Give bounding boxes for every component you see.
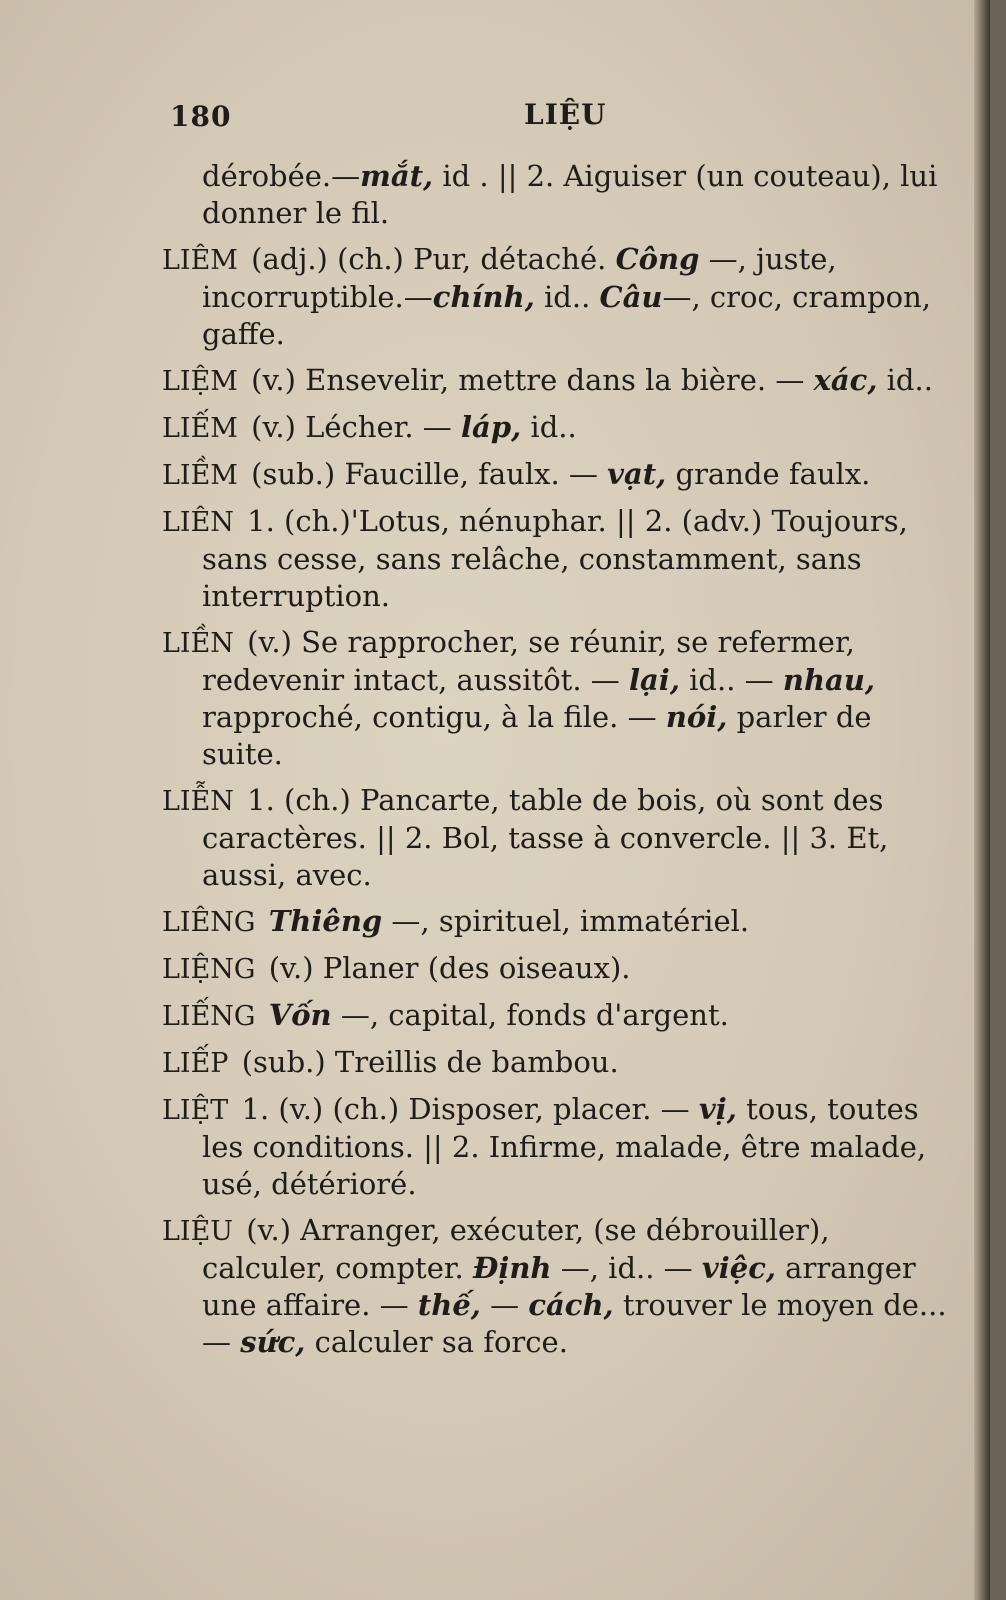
dictionary-entries	[162, 158, 952, 1370]
entry-italic-term: Công	[615, 242, 700, 276]
entry-headword: LIẾNG	[162, 1001, 256, 1032]
entry-italic-term: lại,	[629, 663, 680, 697]
entry-text: 1. (ch.)'Lotus, nénuphar. || 2. (adv.) Toujours, sans cesse, sans relâche, constamment, sans interruption.	[202, 504, 908, 613]
entry-headword: LIÊNG	[162, 907, 256, 938]
entry-headword: LIỆU	[162, 1216, 234, 1247]
dictionary-entry	[162, 997, 952, 1035]
dictionary-entry	[162, 362, 952, 400]
entry-text: parler de suite.	[202, 700, 872, 771]
entry-text: (sub.) Faucille, faulx. —	[251, 457, 608, 491]
dictionary-entry	[162, 1044, 952, 1082]
entry-italic-term: Câu	[599, 280, 663, 314]
entry-headword: LIỆT	[162, 1095, 229, 1126]
entry-headword: LIỆM	[162, 366, 238, 397]
entry-italic-term: Định	[472, 1251, 552, 1285]
entry-text: 1. (ch.) Pancarte, table de bois, où sont des caractères. || 2. Bol, tasse à convercle. || 3. Et, aussi, avec.	[202, 783, 889, 892]
entry-italic-term: nói,	[665, 700, 728, 734]
entry-headword: LIÊN	[162, 507, 234, 538]
running-head: LIỆU	[524, 98, 607, 131]
entry-italic-term: láp,	[461, 410, 522, 444]
entry-text: —	[480, 1288, 529, 1322]
entry-italic-term: cách,	[528, 1288, 614, 1322]
entry-text: id..	[534, 280, 600, 314]
entry-text: id..	[521, 410, 577, 444]
entry-text: —, spirituel, immatériel.	[382, 904, 750, 938]
entry-text: (v.) Arranger, exécuter, (se débrouiller), calculer, compter.	[202, 1213, 830, 1285]
entry-headword: LIÊM	[162, 245, 238, 276]
dictionary-entry	[162, 903, 952, 941]
entry-italic-term: vạt,	[607, 457, 667, 491]
entry-italic-term: nhau,	[782, 663, 875, 697]
dictionary-entry	[162, 950, 952, 988]
entry-text: 1. (v.) (ch.) Disposer, placer. —	[241, 1092, 699, 1126]
entry-text: id..	[877, 363, 933, 397]
entry-text: —, capital, fonds d'argent.	[331, 998, 729, 1032]
entry-text: id . || 2. Aiguiser (un couteau), lui donner le fil.	[202, 159, 938, 230]
entry-headword: LIẾP	[162, 1048, 229, 1079]
dictionary-entry	[162, 158, 952, 232]
dictionary-entry	[162, 1091, 952, 1203]
entry-headword: LIỀM	[162, 460, 238, 491]
entry-headword: LIỄN	[162, 786, 234, 817]
entry-italic-term: thế,	[417, 1288, 481, 1322]
dictionary-entry	[162, 241, 952, 353]
dictionary-entry	[162, 1212, 952, 1361]
entry-italic-term: xác,	[813, 363, 878, 397]
entry-text: grande faulx.	[666, 457, 871, 491]
page-edge	[974, 0, 990, 1600]
dictionary-entry	[162, 782, 952, 894]
entry-italic-term: việc,	[701, 1251, 776, 1285]
entry-text: (v.) Ensevelir, mettre dans la bière. —	[251, 363, 814, 397]
entry-text: rapproché, contigu, à la file. —	[202, 700, 666, 734]
entry-text: —, id.. —	[551, 1251, 702, 1285]
entry-italic-term: chính,	[432, 280, 535, 314]
entry-text: tous, toutes les conditions. || 2. Infirme, malade, être malade, usé, détérioré.	[202, 1092, 927, 1201]
entry-text: (sub.) Treillis de bambou.	[241, 1045, 619, 1079]
entry-italic-term: Vốn	[268, 998, 332, 1032]
entry-text: calculer sa force.	[305, 1325, 568, 1359]
entry-italic-term: vị,	[698, 1092, 737, 1126]
page-number: 180	[170, 100, 232, 133]
entry-text: —, croc, crampon, gaffe.	[202, 280, 931, 351]
entry-text: dérobée.—	[202, 159, 361, 193]
entry-text: (v.) Lécher. —	[251, 410, 462, 444]
entry-text: (v.) Planer (des oiseaux).	[268, 951, 631, 985]
dictionary-entry	[162, 503, 952, 615]
entry-italic-term: mắt,	[360, 159, 434, 193]
entry-italic-term: Thiêng	[268, 904, 383, 938]
dictionary-entry	[162, 409, 952, 447]
entry-headword: LIỆNG	[162, 954, 256, 985]
entry-text: —, juste, incorruptible.—	[202, 242, 837, 314]
entry-headword: LIẾM	[162, 413, 238, 444]
entry-italic-term: sức,	[240, 1325, 306, 1359]
entry-text: arranger une affaire. —	[202, 1251, 916, 1322]
dictionary-entry	[162, 624, 952, 773]
entry-text: id.. —	[679, 663, 783, 697]
entry-text: trouver le moyen de... —	[202, 1288, 947, 1359]
entry-headword: LIỀN	[162, 628, 234, 659]
dictionary-entry	[162, 456, 952, 494]
entry-text: (v.) Se rapprocher, se réunir, se refermer, redevenir intact, aussitôt. —	[202, 625, 855, 697]
entry-text: (adj.) (ch.) Pur, détaché.	[251, 242, 616, 276]
